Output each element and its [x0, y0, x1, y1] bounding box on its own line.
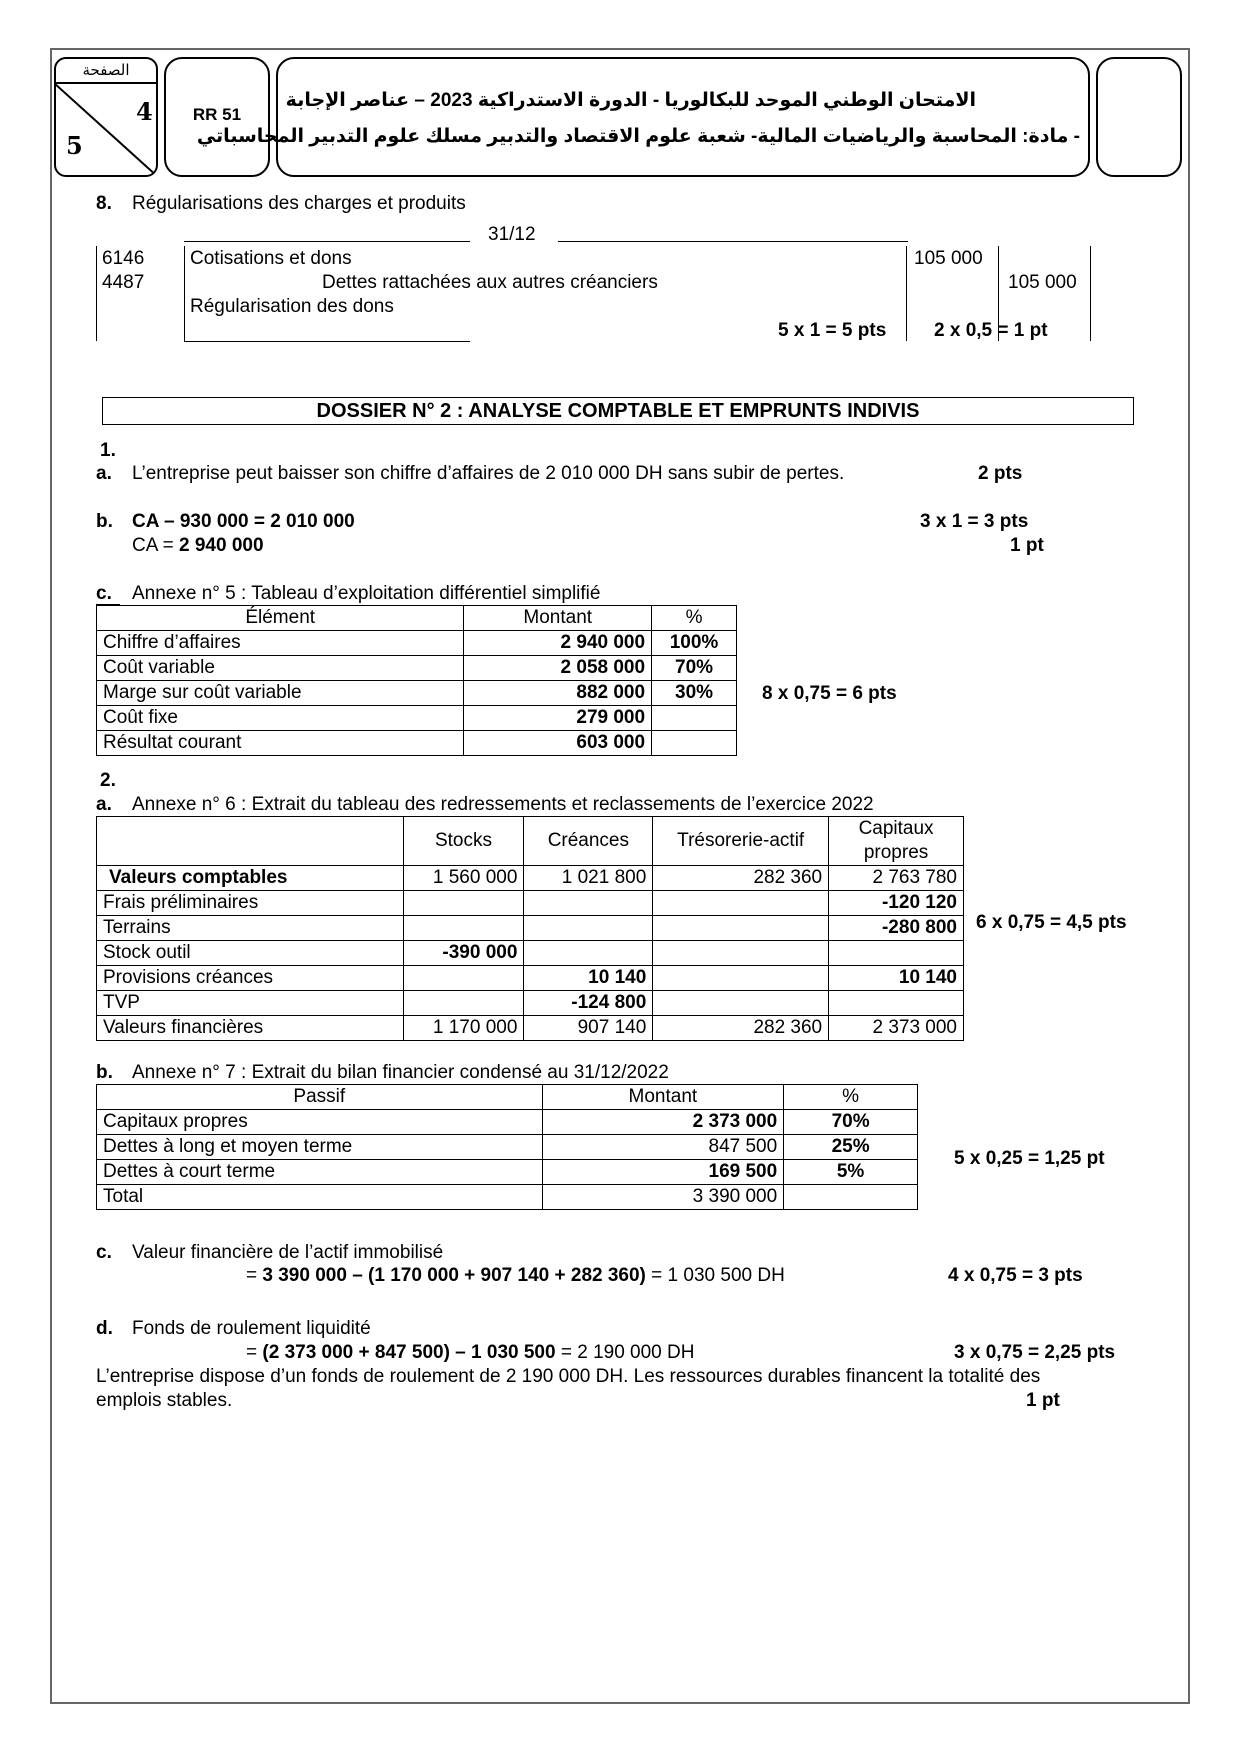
- annexe7-label: Capitaux propres: [97, 1110, 543, 1135]
- annexe6-creances: [524, 891, 653, 916]
- q1b-label: b.: [96, 511, 113, 532]
- journal-line-debit: Cotisations et dons: [190, 248, 352, 269]
- q2d-formula: [246, 1342, 694, 1364]
- annexe6-creances: -124 800: [524, 991, 653, 1016]
- annexe5-percent: 100%: [652, 631, 737, 656]
- annexe6-header-cell: Stocks: [403, 817, 524, 866]
- q2c-formula: [246, 1265, 785, 1287]
- q2c-eq: =: [246, 1265, 258, 1286]
- journal-border-right: [1090, 246, 1091, 341]
- annexe7-header: [97, 1085, 918, 1110]
- q2-number: 2.: [100, 770, 116, 791]
- annexe6-tresorerie: [653, 991, 829, 1016]
- annexe5-amount: 603 000: [464, 731, 652, 756]
- q2c-label: c.: [96, 1242, 112, 1263]
- annexe7-header-cell: Montant: [542, 1085, 784, 1110]
- annexe6-table: [96, 816, 964, 1041]
- annexe7-row: [97, 1160, 918, 1185]
- account-credit: 4487: [102, 272, 145, 293]
- q1b-pts1: 3 x 1 = 3 pts: [920, 511, 1029, 532]
- q1b-result-value: 2 940 000: [179, 535, 264, 556]
- annexe5-table: [96, 605, 737, 756]
- annexe7-label: Total: [97, 1185, 543, 1210]
- q2c-title: Valeur financière de l’actif immobilisé: [132, 1242, 444, 1263]
- journal-date: 31/12: [488, 224, 536, 245]
- annexe5-label: Résultat courant: [97, 731, 464, 756]
- q1-number: 1.: [100, 440, 116, 461]
- q1b-pts2: 1 pt: [1010, 535, 1044, 556]
- annexe7-label: Dettes à long et moyen terme: [97, 1135, 543, 1160]
- annexe6-header-cell: Créances: [524, 817, 653, 866]
- annexe6-capitaux: 10 140: [829, 966, 964, 991]
- annexe7-header-cell: %: [784, 1085, 918, 1110]
- annexe6-stocks: [403, 991, 524, 1016]
- q2d-title: Fonds de roulement liquidité: [132, 1318, 371, 1339]
- annexe6-stocks: [403, 966, 524, 991]
- page-current: 4: [136, 97, 153, 126]
- exam-title: الامتحان الوطني الموحد للبكالوريا - الدورة الاستدراكية 2023 – عناصر الإجابة: [285, 90, 976, 111]
- q2d-result: = 2 190 000 DH: [560, 1342, 695, 1363]
- annexe6-tresorerie: [653, 941, 829, 966]
- annexe6-stocks: -390 000: [403, 941, 524, 966]
- journal-border-debit: [906, 246, 907, 341]
- q2d-conclusion-line1: L’entreprise dispose d’un fonds de roulement de 2 190 000 DH. Les ressources durables financent la totalité des: [96, 1366, 1041, 1387]
- journal-debit-amount: 105 000: [914, 248, 983, 269]
- annexe5-label: Marge sur coût variable: [97, 681, 464, 706]
- q2b-label: b.: [96, 1062, 113, 1083]
- annexe6-label: Stock outil: [97, 941, 404, 966]
- q1c-title: Annexe n° 5 : Tableau d’exploitation différentiel simplifié: [132, 583, 601, 604]
- annexe6-header-cell: [97, 817, 404, 866]
- q1a-label: a.: [96, 463, 112, 484]
- q1c-pts: 8 x 0,75 = 6 pts: [762, 683, 897, 704]
- section8-title: Régularisations des charges et produits: [132, 193, 466, 214]
- annexe6-label: Valeurs financières: [97, 1016, 404, 1041]
- journal-border-account: [184, 246, 185, 341]
- annexe6-capitaux: [829, 941, 964, 966]
- annexe5-row: [97, 681, 737, 706]
- journal-bottom-line-left: [184, 341, 470, 342]
- annexe7-percent: 5%: [784, 1160, 918, 1185]
- q1a-text: L’entreprise peut baisser son chiffre d’affaires de 2 010 000 DH sans subir de pertes.: [132, 463, 845, 484]
- q2d-conclusion-line2: emplois stables.: [96, 1390, 233, 1411]
- annexe6-header-cell: Trésorerie-actif: [653, 817, 829, 866]
- q2b-pts: 5 x 0,25 = 1,25 pt: [954, 1148, 1105, 1169]
- annexe5-amount: 882 000: [464, 681, 652, 706]
- q2d-pts2: 1 pt: [1026, 1390, 1060, 1411]
- annexe7-amount: 169 500: [542, 1160, 784, 1185]
- annexe6-creances: [524, 916, 653, 941]
- annexe5-percent: 30%: [652, 681, 737, 706]
- annexe6-label: Frais préliminaires: [97, 891, 404, 916]
- annexe5-row: [97, 706, 737, 731]
- annexe6-capitaux: 2 373 000: [829, 1016, 964, 1041]
- annexe7-label: Dettes à court terme: [97, 1160, 543, 1185]
- annexe5-amount: 2 058 000: [464, 656, 652, 681]
- annexe5-amount: 279 000: [464, 706, 652, 731]
- annexe6-stocks: [403, 916, 524, 941]
- annexe7-amount: 3 390 000: [542, 1185, 784, 1210]
- annexe6-stocks: [403, 891, 524, 916]
- annexe7-percent: [784, 1185, 918, 1210]
- exam-code: RR 51: [192, 105, 242, 124]
- annexe5-row: [97, 731, 737, 756]
- page-label: الصفحة: [82, 62, 130, 79]
- annexe5-row: [97, 656, 737, 681]
- exam-subject: - مادة: المحاسبة والرياضيات المالية- شعبة علوم الاقتصاد والتدبير مسلك علوم التدبير المحاسباتي: [196, 126, 1080, 147]
- annexe5-row: [97, 631, 737, 656]
- annexe5-header-cell: %: [652, 606, 737, 631]
- annexe7-table: [96, 1084, 918, 1210]
- dossier-title: DOSSIER N° 2 : ANALYSE COMPTABLE ET EMPRUNTS INDIVIS: [102, 397, 1134, 425]
- annexe7-amount: 2 373 000: [542, 1110, 784, 1135]
- q2c-bold: 3 390 000 – (1 170 000 + 907 140 + 282 360): [262, 1265, 646, 1286]
- account-debit: 6146: [102, 248, 145, 269]
- blank-box: [1096, 57, 1182, 177]
- q2d-label: d.: [96, 1318, 113, 1339]
- journal-top-line-right: [558, 241, 908, 242]
- q2d-pts: 3 x 0,75 = 2,25 pts: [954, 1342, 1116, 1363]
- annexe7-percent: 70%: [784, 1110, 918, 1135]
- annexe6-row: [97, 916, 964, 941]
- journal-border-left: [96, 246, 97, 341]
- section8-pts-right: 2 x 0,5 = 1 pt: [934, 320, 1048, 341]
- annexe6-creances: 1 021 800: [524, 866, 653, 891]
- q1a-pts: 2 pts: [978, 463, 1023, 484]
- annexe6-tresorerie: [653, 891, 829, 916]
- annexe6-tresorerie: [653, 916, 829, 941]
- annexe5-amount: 2 940 000: [464, 631, 652, 656]
- annexe6-tresorerie: [653, 966, 829, 991]
- annexe6-row: [97, 891, 964, 916]
- annexe5-percent: [652, 706, 737, 731]
- annexe5-percent: [652, 731, 737, 756]
- annexe7-percent: 25%: [784, 1135, 918, 1160]
- annexe6-label: Valeurs comptables: [97, 866, 404, 891]
- annexe5-label: Chiffre d’affaires: [97, 631, 464, 656]
- annexe7-row: [97, 1110, 918, 1135]
- annexe6-stocks: 1 560 000: [403, 866, 524, 891]
- q1b-equation: CA – 930 000 = 2 010 000: [132, 511, 355, 532]
- q2c-pts: 4 x 0,75 = 3 pts: [948, 1265, 1083, 1286]
- annexe7-amount: 847 500: [542, 1135, 784, 1160]
- section8-number: 8.: [96, 193, 112, 214]
- annexe5-header: [97, 606, 737, 631]
- journal-line-label: Régularisation des dons: [190, 296, 394, 317]
- annexe5-header-cell: Montant: [464, 606, 652, 631]
- annexe6-row: [97, 966, 964, 991]
- annexe6-creances: 907 140: [524, 1016, 653, 1041]
- q2a-pts: 6 x 0,75 = 4,5 pts: [976, 912, 1127, 933]
- annexe6-tresorerie: 282 360: [653, 866, 829, 891]
- section8-pts-left: 5 x 1 = 5 pts: [778, 320, 887, 341]
- annexe5-label: Coût variable: [97, 656, 464, 681]
- q1c-label: c.: [96, 583, 112, 604]
- q2b-title: Annexe n° 7 : Extrait du bilan financier condensé au 31/12/2022: [132, 1062, 669, 1083]
- q2d-eq: =: [246, 1342, 258, 1363]
- page-number-box: [54, 57, 158, 177]
- journal-line-credit: Dettes rattachées aux autres créanciers: [322, 272, 658, 293]
- annexe6-label: Provisions créances: [97, 966, 404, 991]
- annexe5-percent: 70%: [652, 656, 737, 681]
- annexe6-capitaux: 2 763 780: [829, 866, 964, 891]
- annexe6-tresorerie: 282 360: [653, 1016, 829, 1041]
- annexe7-header-cell: Passif: [97, 1085, 543, 1110]
- annexe6-creances: 10 140: [524, 966, 653, 991]
- annexe6-label: TVP: [97, 991, 404, 1016]
- annexe6-header: [97, 817, 964, 866]
- annexe7-row: [97, 1185, 918, 1210]
- annexe7-row: [97, 1135, 918, 1160]
- annexe6-creances: [524, 941, 653, 966]
- q2a-label: a.: [96, 794, 112, 815]
- q1b-result-prefix: CA =: [132, 535, 179, 556]
- annexe6-capitaux: [829, 991, 964, 1016]
- annexe6-header-cell: Capitaux propres: [829, 817, 964, 866]
- annexe6-row: [97, 866, 964, 891]
- code-box: [164, 57, 270, 177]
- q2a-title: Annexe n° 6 : Extrait du tableau des redressements et reclassements de l’exercice 2022: [132, 794, 874, 815]
- journal-top-line-left: [184, 241, 470, 242]
- annexe6-stocks: 1 170 000: [403, 1016, 524, 1041]
- annexe6-row: [97, 1016, 964, 1041]
- annexe5-header-cell: Élément: [97, 606, 464, 631]
- q1b-result: [132, 535, 264, 557]
- annexe6-label: Terrains: [97, 916, 404, 941]
- annexe6-capitaux: -120 120: [829, 891, 964, 916]
- q2c-result: = 1 030 500 DH: [651, 1265, 785, 1286]
- journal-credit-amount: 105 000: [1008, 272, 1077, 293]
- annexe5-label: Coût fixe: [97, 706, 464, 731]
- annexe6-capitaux: -280 800: [829, 916, 964, 941]
- annexe6-row: [97, 991, 964, 1016]
- page-total: 5: [66, 131, 83, 160]
- q2d-bold: (2 373 000 + 847 500) – 1 030 500: [262, 1342, 556, 1363]
- annexe6-row: [97, 941, 964, 966]
